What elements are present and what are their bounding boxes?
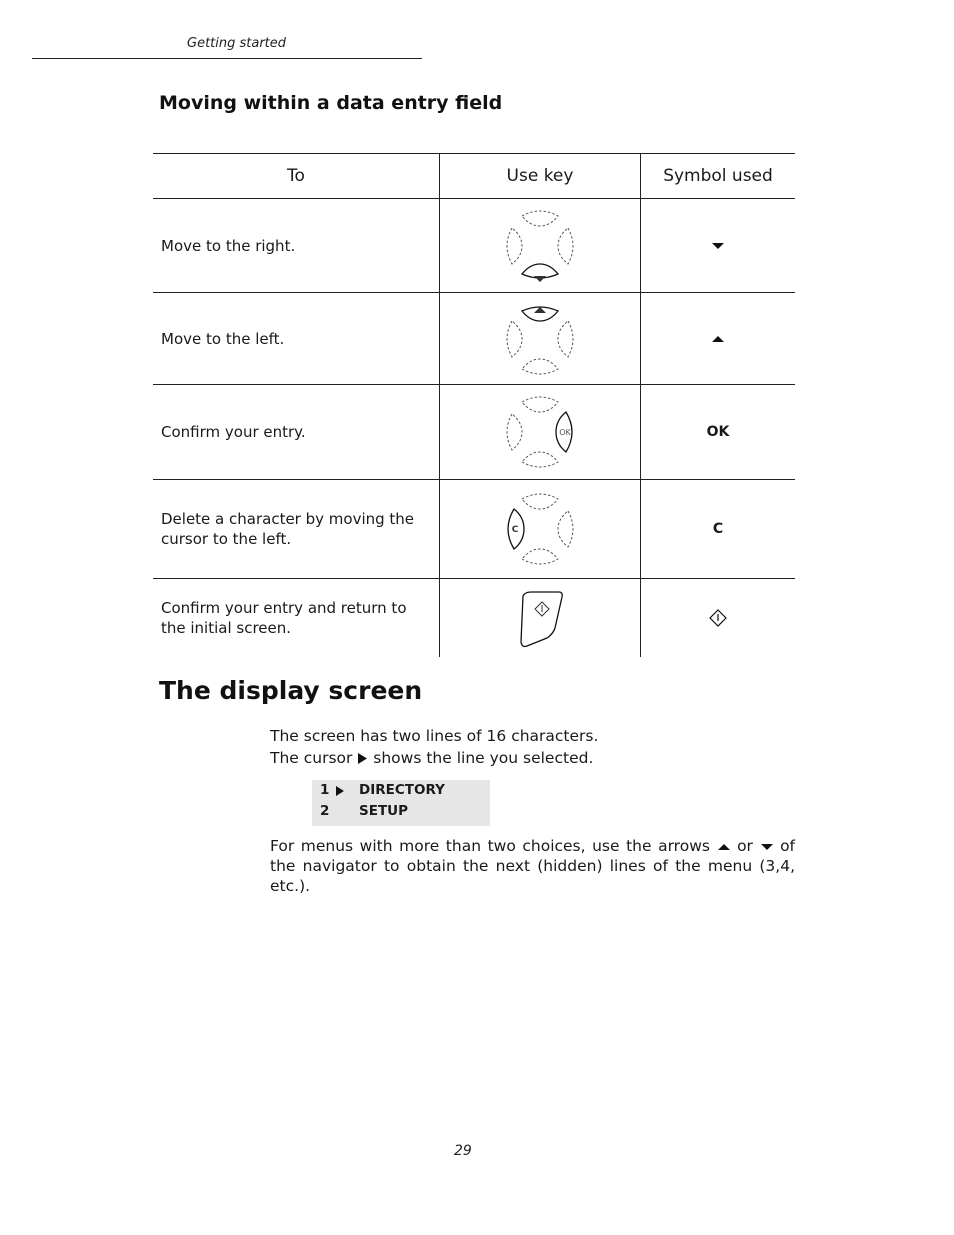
row-action: Confirm your entry and return to the initial screen. bbox=[161, 598, 407, 637]
lcd-line-label: DIRECTORY bbox=[359, 782, 445, 798]
menu-text-suffix: of the navigator to obtain the next (hidden) lines of the menu (3,4, etc.). bbox=[270, 837, 796, 895]
row-symbol: C bbox=[641, 480, 796, 579]
lcd-line-number: 2 bbox=[320, 803, 330, 819]
down-arrow-icon bbox=[760, 842, 774, 852]
running-header: Getting started bbox=[187, 36, 287, 51]
display-cursor-info bbox=[270, 747, 593, 769]
lcd-line-label: SETUP bbox=[359, 803, 409, 819]
row-key bbox=[440, 293, 641, 385]
cursor-right-arrow-icon bbox=[357, 752, 368, 765]
lcd-line-number: 1 bbox=[320, 782, 330, 798]
menu-text-or: or bbox=[737, 837, 753, 855]
lcd-display-example bbox=[312, 780, 490, 826]
table-row bbox=[153, 199, 795, 293]
menu-navigation-info bbox=[270, 836, 795, 896]
column-header-symbol: Symbol used bbox=[641, 154, 796, 199]
row-symbol: OK bbox=[641, 385, 796, 480]
section-title: Moving within a data entry field bbox=[159, 92, 503, 114]
start-diamond-icon bbox=[708, 608, 728, 628]
navigator-c-key-icon bbox=[500, 489, 580, 569]
ok-key-label: OK bbox=[559, 428, 571, 437]
row-symbol bbox=[641, 293, 796, 385]
column-header-to: To bbox=[153, 154, 440, 199]
display-line-info: The screen has two lines of 16 characters. bbox=[270, 727, 599, 745]
row-action: Confirm your entry. bbox=[153, 385, 440, 480]
display-screen-title: The display screen bbox=[159, 676, 423, 705]
table-row bbox=[153, 480, 795, 579]
table-row bbox=[153, 579, 795, 657]
row-action: Move to the left. bbox=[153, 293, 440, 385]
c-key-label: C bbox=[511, 525, 519, 535]
start-key-icon bbox=[515, 588, 565, 648]
navigator-up-key-icon bbox=[500, 299, 580, 379]
row-key bbox=[440, 480, 641, 579]
lcd-cursor-icon bbox=[335, 785, 345, 797]
cursor-text-prefix: The cursor bbox=[270, 749, 353, 767]
navigator-down-key-icon bbox=[500, 206, 580, 286]
up-arrow-icon bbox=[717, 842, 731, 852]
row-symbol bbox=[641, 579, 796, 657]
cursor-text-suffix: shows the line you selected. bbox=[373, 749, 594, 767]
down-arrow-icon bbox=[711, 241, 725, 251]
table-row bbox=[153, 293, 795, 385]
row-key bbox=[440, 385, 641, 480]
row-key bbox=[440, 579, 641, 657]
table-row bbox=[153, 385, 795, 480]
row-action: Move to the right. bbox=[153, 199, 440, 293]
column-header-use-key: Use key bbox=[440, 154, 641, 199]
navigator-ok-key-icon bbox=[500, 392, 580, 472]
row-key bbox=[440, 199, 641, 293]
table-header-row bbox=[153, 154, 795, 199]
header-rule bbox=[32, 58, 422, 59]
menu-text-prefix: For menus with more than two choices, use the arrows bbox=[270, 837, 710, 855]
row-symbol bbox=[641, 199, 796, 293]
up-arrow-icon bbox=[711, 334, 725, 344]
page-number: 29 bbox=[454, 1143, 472, 1159]
row-action: Delete a character by moving the cursor to the left. bbox=[153, 480, 440, 579]
keys-table bbox=[153, 153, 795, 657]
